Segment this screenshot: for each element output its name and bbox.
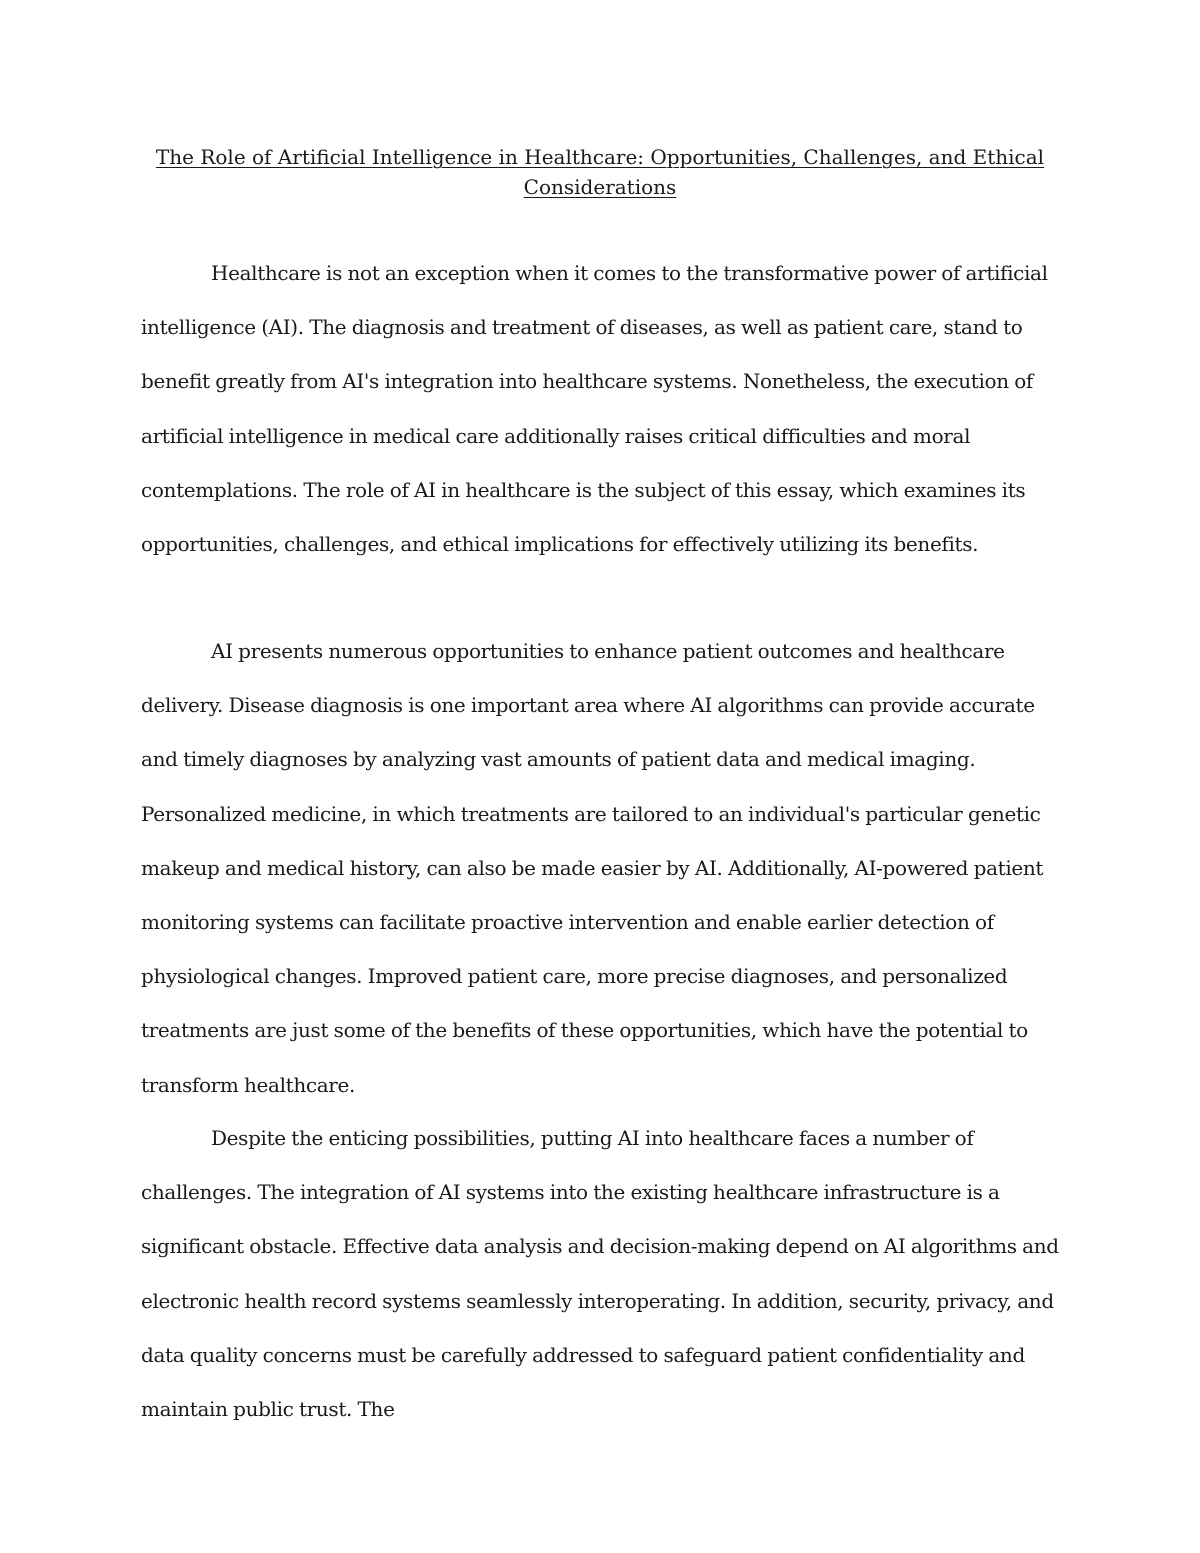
paragraph-challenges: Despite the enticing possibilities, putting AI into healthcare faces a number of challenges. The integration of AI systems into the existing healthcare infrastructure is a significant obstacle. Effective data analysis and decision-making depend on AI algorithms and electronic health record systems seamlessly interoperating. In addition, security, privacy, and data quality concerns must be carefully addressed to safeguard patient confidentiality and maintain public trust. The	[141, 1126, 1059, 1422]
document-title: The Role of Artificial Intelligence in Healthcare: Opportunities, Challenges, and Ethical Considerations	[155, 145, 1045, 199]
paragraph-opportunities: AI presents numerous opportunities to enhance patient outcomes and healthcare delivery. Disease diagnosis is one important area where AI algorithms can provide accurate and timely diagnoses by analyzing vast amounts of patient data and medical imaging. Personalized medicine, in which treatments are tailored to an individual's particular genetic makeup and medical history, can also be made easier by AI. Additionally, AI-powered patient monitoring systems can facilitate proactive intervention and enable earlier detection of physiological changes. Improved patient care, more precise diagnoses, and personalized treatments are just some of the benefits of these opportunities, which have the potential to transform healthcare.	[141, 639, 1044, 1097]
paragraph-introduction: Healthcare is not an exception when it comes to the transformative power of artificial intelligence (AI). The diagnosis and treatment of diseases, as well as patient care, stand to benefit greatly from AI's integration into healthcare systems. Nonetheless, the execution of artificial intelligence in medical care additionally raises critical difficulties and moral contemplations. The role of AI in healthcare is the subject of this essay, which examines its opportunities, challenges, and ethical implications for effectively utilizing its benefits.	[141, 261, 1048, 557]
